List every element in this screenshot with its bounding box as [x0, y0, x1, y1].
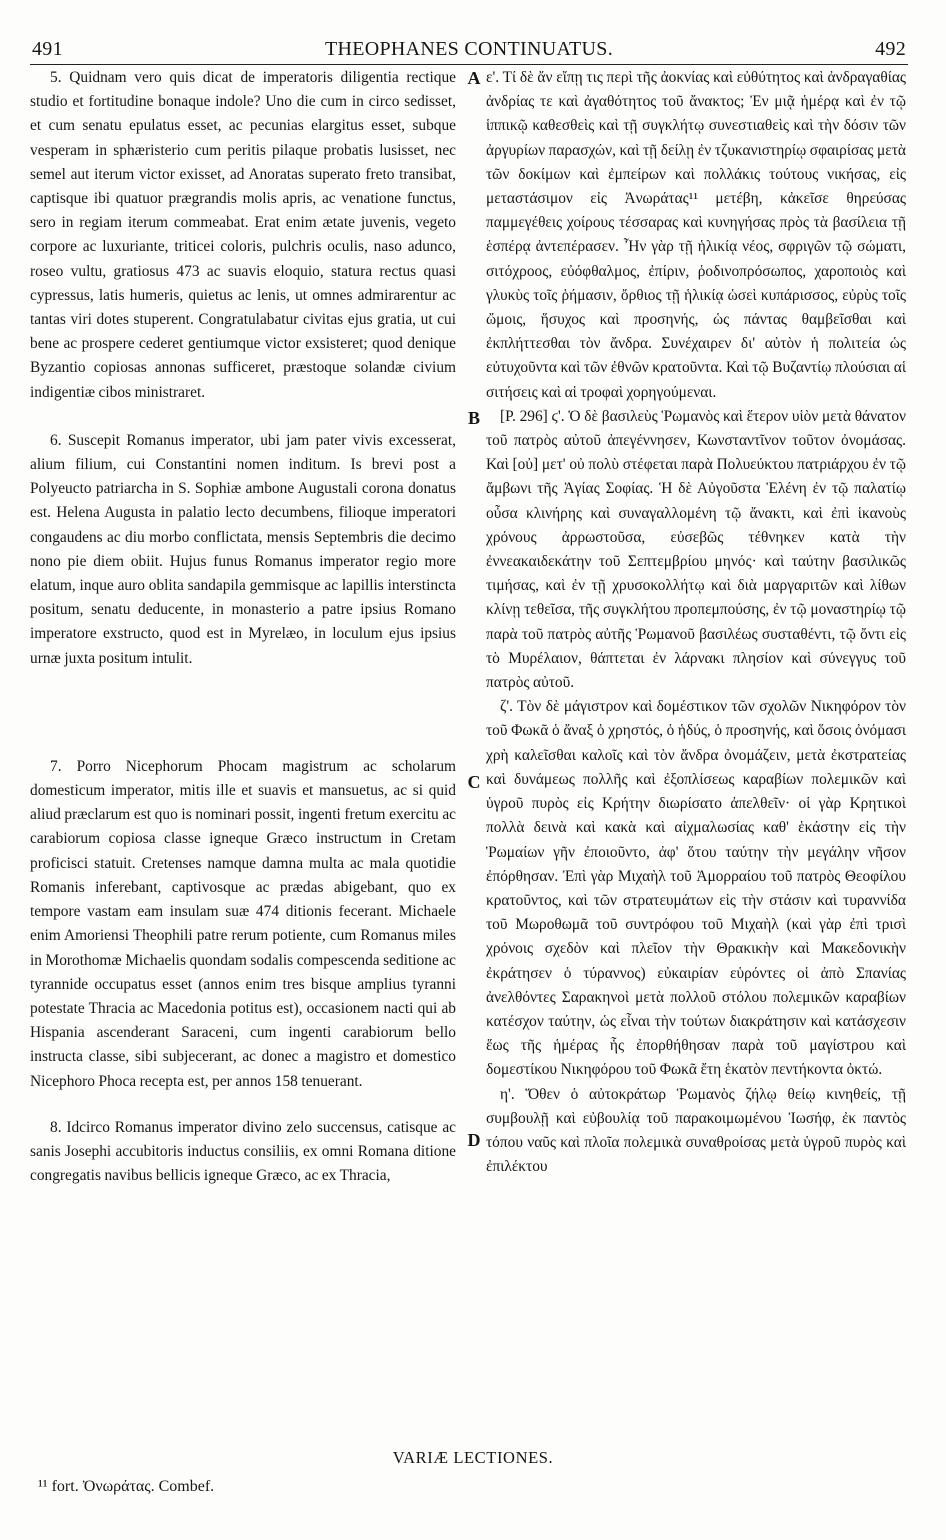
- greek-section-6: [P. 296] ϛ'. Ὁ δὲ βασιλεὺς Ῥωμανὸς καὶ ἕτερον υἱὸν μετὰ θάνατον τοῦ πατρὸς αὐτοῦ ἀπεγέννησεν, Κωνσταντῖνον τοῦτον ὀνομάσας. Καὶ [οὐ] μετ' οὐ πολὺ στέφεται παρὰ Πολυεύκτου πατριάρχου ἐν τῷ ἄμβωνι τῆς Ἁγίας Σοφίας. Ἡ δὲ Αὐγοῦστα Ἑλένη ἐν τῷ παλατίῳ οὖσα κλινήρης καὶ συναγαλλομένη τῷ ἄνακτι, καὶ ἐπὶ ἱκανοὺς χρόνους ἀρρωστοῦσα, εὐσεβῶς τέθνηκεν κατὰ τὴν ἐννεακαιδεκάτην τοῦ Σεπτεμβρίου μηνός· καὶ ταύτην βασιλικῶς τιμήσας, καὶ ἐν τῇ χρυσοκολλήτῳ καὶ διὰ μαργαριτῶν καὶ λίθων κλίνῃ τεθεῖσα, τῆς συγκλήτου προπεμπούσης, ἐν τῷ μοναστηρίῳ τῷ παρὰ τοῦ πατρὸς αὐτῆς Ῥωμανοῦ βασιλέως συσταθέντι, τῷ ὄντι εἰς τὸ Μυρέλαιον, θάπτεται ἐν λάρνακι πλησίον καὶ σύνεγγυς τοῦ πατρὸς αὐτοῦ.: [486, 407, 906, 692]
- margin-letter-a: A: [467, 68, 481, 88]
- latin-section-7: 7. Porro Nicephorum Phocam magistrum ac scholarum domesticum imperator, mitis ille et suavis et mansuetus, ac si quid aliud præclarum est quo is nominari possit, ingenti fretum exercitu ac carabiorum copiosa classe igneque Græco instructum in Cretam proficisci statuit. Cretenses namque damna multa ac mala quotidie Romanis inferebant, captivosque ac prædas abigebant, quo ex tempore vastam eam insulam suæ 474 ditionis fecerant. Michaele enim Amoriensi Theophili patre rerum potiente, cum Romanus miles in Morothomæ Michaelis quondam sodalis compescenda seditione ac tyrannide occupatus esset (annos enim tres bisque amplius tyranni potestate Thracia ac Macedonia potitus est), occasionem nacti qui ab Hispania ascenderant Saraceni, cum ingenti carabiorum bello instructa classe, sibi subjecerant, ac donec a magistro et domestico Nicephoro Phoca recepta est, per annos 158 tenuerant.: [30, 757, 456, 1090]
- footnote: ¹¹ fort. Ὀνωράτας. Combef.: [38, 1478, 215, 1495]
- greek-section-7: ζ'. Τὸν δὲ μάγιστρον καὶ δομέστικον τῶν σχολῶν Νικηφόρον τὸν τοῦ Φωκᾶ ὁ ἄναξ ὁ χρηστός, ὁ ἡδύς, ὁ προσηνής, καὶ ὅσοις ὀνόμασι χρὴ καλεῖσθαι καλοῖς καὶ τὸν ἄνδρα ὀνομάζειν, μετὰ ἐκστρατείας καὶ δυνάμεως πολλῆς καὶ ἐξοπλίσεως καραβίων πολεμικῶν καὶ ὑγροῦ πυρὸς εἰς Κρήτην διωρίσατο ἀπελθεῖν· οἱ γὰρ Κρητικοὶ πολλὰ δεινὰ καὶ κακὰ καὶ αἰχμαλωσίας καθ' ἑκάστην εἰς τὴν Ῥωμαίων γῆν ἐποιοῦντο, ἀφ' ὅτου ταύτην τὴν μεγάλην νῆσον ἐπόρθησαν. Ἐπὶ γὰρ Μιχαὴλ τοῦ Ἀμορραίου τοῦ πατρὸς Θεοφίλου κρατοῦντος, καὶ τῶν στρατευμάτων εἰς τὴν στάσιν καὶ τυραννίδα τοῦ Μωροθωμᾶ τοῦ συντρόφου τοῦ Μιχαὴλ (καὶ γὰρ ἐπὶ τρισὶ χρόνοις σχεδὸν καὶ πλεῖον τὴν Θρακικὴν καὶ Μακεδονικὴν ἐκράτησεν ὁ τύραννος) εὐκαιρίαν εὑρόντες οἱ ἀπὸ Σπανίας ἀνελθόντες Σαρακηνοὶ μετὰ πολλοῦ στόλου πολεμικῶν καραβίων κατέσχον ταύτην, ὡς εἶναι τὴν τούτων διακράτησιν καὶ κατάσχεσιν ἕως τῆς ἡμέρας ἧς ἐπορθήθησαν παρὰ τοῦ μαγίστρου καὶ δομεστίκου Νικηφόρου τοῦ Φωκᾶ ἔτη ἑκατὸν πεντήκοντα ὀκτώ.: [486, 698, 906, 1079]
- greek-section-8: η'. Ὅθεν ὁ αὐτοκράτωρ Ῥωμανὸς ζήλῳ θείῳ κινηθείς, τῇ συμβουλῇ καὶ εὐβουλίᾳ τοῦ παρακοιμωμένου Ἰωσήφ, ἐκ παντὸς τόπου ναῦς καὶ πλοῖα πολεμικὰ συναθροίσας μετὰ ὑγροῦ πυρὸς καὶ ἐπιλέκτου: [486, 1085, 906, 1176]
- page-number-left: 491: [32, 38, 63, 60]
- margin-letter-d: D: [467, 1130, 481, 1150]
- latin-section-5: 5. Quidnam vero quis dicat de imperatoris diligentia rectique studio et fortitudine bonaque indole? Uno die cum in circo sedisset, et cum senatu epulatus esset, ac pecunias elargitus esset, subque vesperam in sphæristerio cum peritis pilaque probatis lusisset, nec semel aut iterum victor exisset, ad Anoratas superato freto transibat, captisque ibi quatuor prægrandis molis apris, ac venatione functus, sero in regiam iterum commeabat. Erat enim ætate juvenis, vegeto corpore ac luxuriante, triticei coloris, pulchris oculis, naso adunco, roseo vultu, gratiosus 473 ac suavis eloquio, statura rectus quasi cypressus, latis humeris, quietus ac lenis, ut omnes admirarentur ac tantas viri dotes stuperent. Congratulabatur civitas ejus gratia, ut cui bene ac prospere cederet gentiumque victor exsisteret; quod denique Byzantio copiosas annonas sufficeret, præstoque solandæ civium indigentiæ cibos ministraret.: [30, 69, 456, 401]
- greek-column: [486, 66, 906, 1179]
- running-header: [30, 36, 908, 65]
- page-number-right: 492: [875, 38, 906, 60]
- latin-column: [30, 66, 456, 1188]
- margin-letter-c: C: [467, 772, 481, 792]
- margin-letter-b: B: [467, 408, 480, 428]
- latin-section-8: 8. Idcirco Romanus imperator divino zelo succensus, catisque ac sanis Josephi accubitoris inductus consiliis, ex omni Romana ditione congregatis navibus bellicis igneque Græco, ac ex Thracia,: [30, 1118, 456, 1185]
- running-title: THEOPHANES CONTINUATUS.: [324, 38, 613, 60]
- variae-lectiones-heading: VARIÆ LECTIONES.: [392, 1448, 554, 1467]
- greek-section-5: ε'. Τί δὲ ἄν εἴπῃ τις περὶ τῆς ἀοκνίας καὶ εὐθύτητος καὶ ἀνδραγαθίας ἀνδρίας τε καὶ ἀγαθότητος τοῦ ἄνακτος; Ἐν μιᾷ ἡμέρᾳ καὶ ἐν τῷ ἱππικῷ καθεσθεὶς καὶ τῇ συγκλήτῳ συνεστιαθεὶς καὶ τὴν δόσιν τῶν ἀργυρίων παρασχών, καὶ τῇ δείλῃ ἐν τζυκανιστηρίῳ σφαιρίσας μετὰ τῶν δοκίμων καὶ ἐμπείρων καὶ πολλάκις τούτους νικήσας, εἰς μεταστάσιμον εἰς Ἀνωράτας¹¹ μετέβη, κἀκεῖσε θηρεύσας παμμεγέθεις χοίρους τέσσαρας καὶ κυνηγήσας πρὸς τὰ βασίλεια τῇ ἑσπέρᾳ ἀντεπέρασεν. Ἦν γὰρ τῇ ἡλικίᾳ νέος, σφριγῶν τῷ σώματι, σιτόχροος, εὐόφθαλμος, ἐπίριν, ῥοδινοπρόσωπος, χαροποιὸς καὶ γλυκὺς τοῖς ῥήμασιν, ὄρθιος τῇ ἡλικίᾳ ὡσεὶ κυπάρισσος, εὐρὺς τοῖς ὤμοις, ἥσυχος καὶ προσηνής, ὡς πάντας θαμβεῖσθαι καὶ ἐκπλήττεσθαι τὸν ἄνδρα. Συνέχαιρεν δι' αὐτὸν ἡ πολιτεία ὡς εὐτυχοῦντα καὶ τῶν ἐθνῶν κρατοῦντα. Καὶ τῷ Βυζαντίῳ πλούσιαι αἱ σιτήσεις καὶ αἱ τροφαὶ χορηγούμεναι.: [486, 69, 906, 401]
- latin-section-6: 6. Suscepit Romanus imperator, ubi jam pater vivis excesserat, alium filium, cui Constantini nomen inditum. Is brevi post a Polyeucto patriarcha in S. Sophiæ ambone Augustali corona donatus est. Helena Augusta in palatio lecto decumbens, filioque imperatori congaudens ac diu morbo conflictata, mensis Septembris die decimo nono pie diem obiit. Hujus funus Romanus imperator regio more elatum, inque auro oblita sandapila gemmisque ac lapillis interstincta positum, senatu deducente, in monasterio a patre ipsius Romano imperatore exstructo, quod est in Myrelæo, in loculum ejus ipsius urnæ juxta positum intulit.: [30, 431, 456, 667]
